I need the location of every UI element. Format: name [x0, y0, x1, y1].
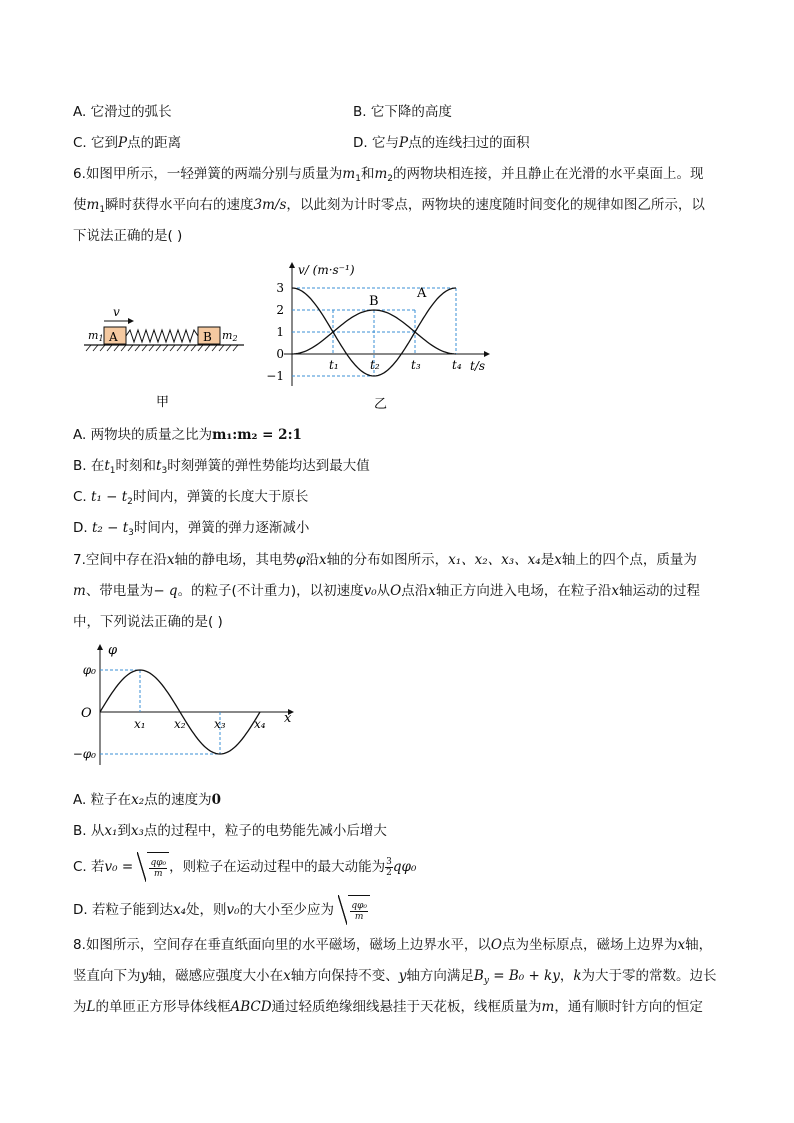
y-axis-label: v/ (m·s⁻¹) — [298, 263, 355, 277]
q6-stem-line1: 6.如图甲所示，一轻弹簧的两端分别与质量为$m_1$和$m_2$的两物块相连接，并且静止在光滑的水平桌面上。现 — [73, 166, 704, 184]
q5-option-d: D. 它与P点的连线扫过的面积 — [353, 135, 530, 151]
spring — [126, 330, 198, 342]
q8-stem-line1: 8.如图所示，空间存在垂直纸面向里的水平磁场，磁场上边界水平，以O点为坐标原点，磁场上边界为x轴， — [73, 937, 713, 953]
y-tick-label: 1 — [276, 325, 284, 339]
q7-stem-line2: m、带电量为− q。的粒子(不计重力)，以初速度v₀从O点沿x轴正方向进入电场，在粒子沿x轴运动的过程 — [73, 583, 700, 599]
figure-jia — [80, 300, 250, 412]
x-tick-label: x₂ — [174, 717, 186, 731]
origin-label: O — [81, 706, 92, 721]
figure-yi-chart — [262, 256, 502, 416]
x-axis-label: t/s — [470, 359, 486, 373]
table-hatching — [86, 345, 238, 351]
x-tick-label: t₃ — [411, 358, 421, 372]
figure-phi-chart — [72, 640, 306, 770]
y-axis-label: φ — [108, 643, 118, 658]
y-tick-label: φ₀ — [82, 663, 96, 677]
x-tick-label: x₃ — [214, 717, 226, 731]
m1-label: m1 — [88, 329, 104, 343]
q6-option-a: A. 两物块的质量之比为m₁:m₂ = 2:1 — [73, 427, 302, 443]
q7-option-a: A. 粒子在x₂点的速度为0 — [73, 792, 222, 808]
q7-option-b: B. 从x₁到x₃点的过程中，粒子的电势能先减小后增大 — [73, 823, 387, 839]
q6-stem-line2: 使$m_1$瞬时获得水平向右的速度3m/s，以此刻为计时零点，两物块的速度随时间变化的规律如图乙所示，以 — [73, 197, 705, 215]
x-tick-label: t₄ — [452, 358, 462, 372]
x-axis-label: x — [284, 711, 292, 726]
y-tick-label: −φ₀ — [72, 747, 96, 761]
q8-stem-line3: 为L的单匝正方形导体线框ABCD通过轻质绝缘细线悬挂于天花板，线框质量为m，通有顺时针方向的恒定 — [73, 999, 703, 1015]
x-tick-label: t₁ — [329, 358, 339, 372]
y-tick-label: 2 — [276, 303, 284, 317]
m2-label: m2 — [222, 329, 238, 343]
q5-option-a: A. 它滑过的弧长 — [73, 104, 172, 120]
q6-option-c: C. $t_1 - t_2$时间内，弹簧的长度大于原长 — [73, 489, 309, 507]
q6-option-b: B. 在$t_1$时刻和$t_3$时刻弹簧的弹性势能均达到最大值 — [73, 458, 370, 476]
y-tick-label: 3 — [276, 281, 284, 295]
y-axis-arrow — [289, 262, 295, 268]
q5-option-b: B. 它下降的高度 — [353, 104, 452, 120]
figure-yi-caption: 乙 — [374, 397, 388, 412]
q7-stem-line1: 7.空间中存在沿x轴的静电场，其电势φ沿x轴的分布如图所示，x₁、x₂、x₃、x₄是x轴上的四个点，质量为 — [73, 552, 697, 568]
velocity-label: v — [113, 305, 120, 319]
y-tick-label: −1 — [266, 369, 284, 383]
block-a-label: A — [109, 330, 118, 344]
q7-option-d: D. 若粒子能到达x₄处，则v₀的大小至少应为 $\frac{\text{qφ₀}}{m}$ — [73, 895, 370, 925]
q8-stem-line2: 竖直向下为y轴，磁感应强度大小在x轴方向保持不变、y轴方向满足$B_y = B_0$ + ky，k为大于零的常数。边长 — [73, 968, 717, 986]
x-tick-label: x₁ — [134, 717, 146, 731]
y-axis-arrow — [97, 644, 103, 650]
x-axis-arrow — [484, 351, 490, 357]
q5-option-c: C. 它到P点的距离 — [73, 135, 182, 151]
q7-stem-line3: 中，下列说法正确的是( ) — [73, 614, 223, 630]
series-label-B: B — [369, 294, 379, 309]
q7-option-c: C. 若v₀ = $\frac{\text{qφ₀}}{m}$ ，则粒子在运动过程中的最大动能为 $\frac{3}{2}$ qφ₀ — [73, 852, 416, 882]
series-label-A: A — [417, 286, 427, 301]
x-tick-label: x₄ — [254, 717, 266, 731]
y-tick-label: 0 — [276, 347, 284, 361]
q6-option-d: D. $t_2 - t_3$时间内，弹簧的弹力逐渐减小 — [73, 520, 310, 538]
block-b-label: B — [203, 330, 212, 344]
q6-stem-line3: 下说法正确的是( ) — [73, 228, 183, 244]
figure-jia-caption: 甲 — [156, 395, 170, 410]
x-tick-label: t₂ — [370, 358, 380, 372]
